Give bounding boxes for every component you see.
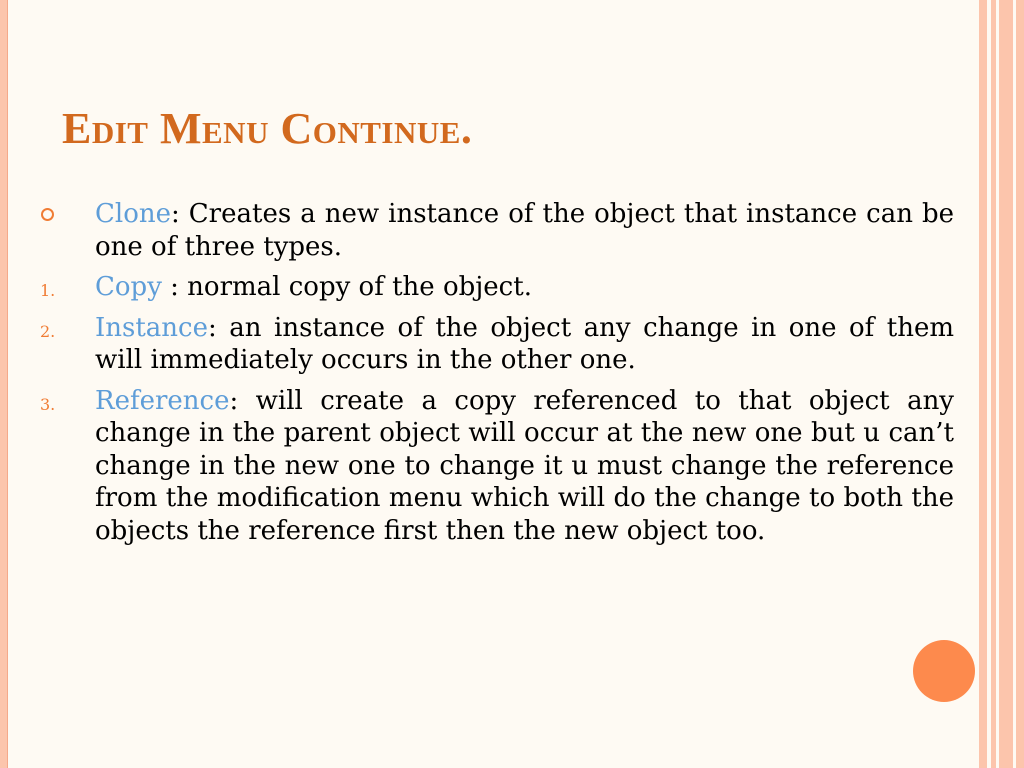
list-item-clone [40,198,954,263]
list-item-reference [40,385,954,548]
item-paragraph [95,385,954,548]
item-keyword: Clone [95,199,171,229]
item-text: : an instance of the object any change in one of them will immediately occurs in the other one. [95,312,954,375]
list-item-instance [40,312,954,377]
item-number: 2. [40,321,56,341]
right-border-stripe [991,0,996,768]
slide-body [40,198,954,555]
right-border-stripe [1016,0,1024,768]
slide-title: Edit Menu Continue. [62,104,473,153]
item-number: 3. [40,394,56,414]
right-border-stripe [979,0,987,768]
left-border-stripe [0,0,8,768]
decorative-circle [913,640,975,702]
item-text: : normal copy of the object. [161,272,532,302]
item-paragraph [95,198,954,263]
right-border-stripe [999,0,1013,768]
item-number: 1. [40,281,56,300]
list-item-copy [40,271,954,304]
item-paragraph [95,312,954,377]
item-text: : Creates a new instance of the object that instance can be one of three types. [95,199,954,262]
item-paragraph [95,271,954,304]
item-keyword: Reference [95,385,230,416]
bullet-ring-icon [41,208,54,221]
item-text: : will create a copy referenced to that object any change in the parent object will occur at the new one but u can’t change in the new one to change it u must change the reference from the modification menu which will do the change to both the objects the reference first then the new object too. [95,385,954,546]
item-keyword: Copy [95,272,162,302]
item-keyword: Instance [95,312,209,343]
